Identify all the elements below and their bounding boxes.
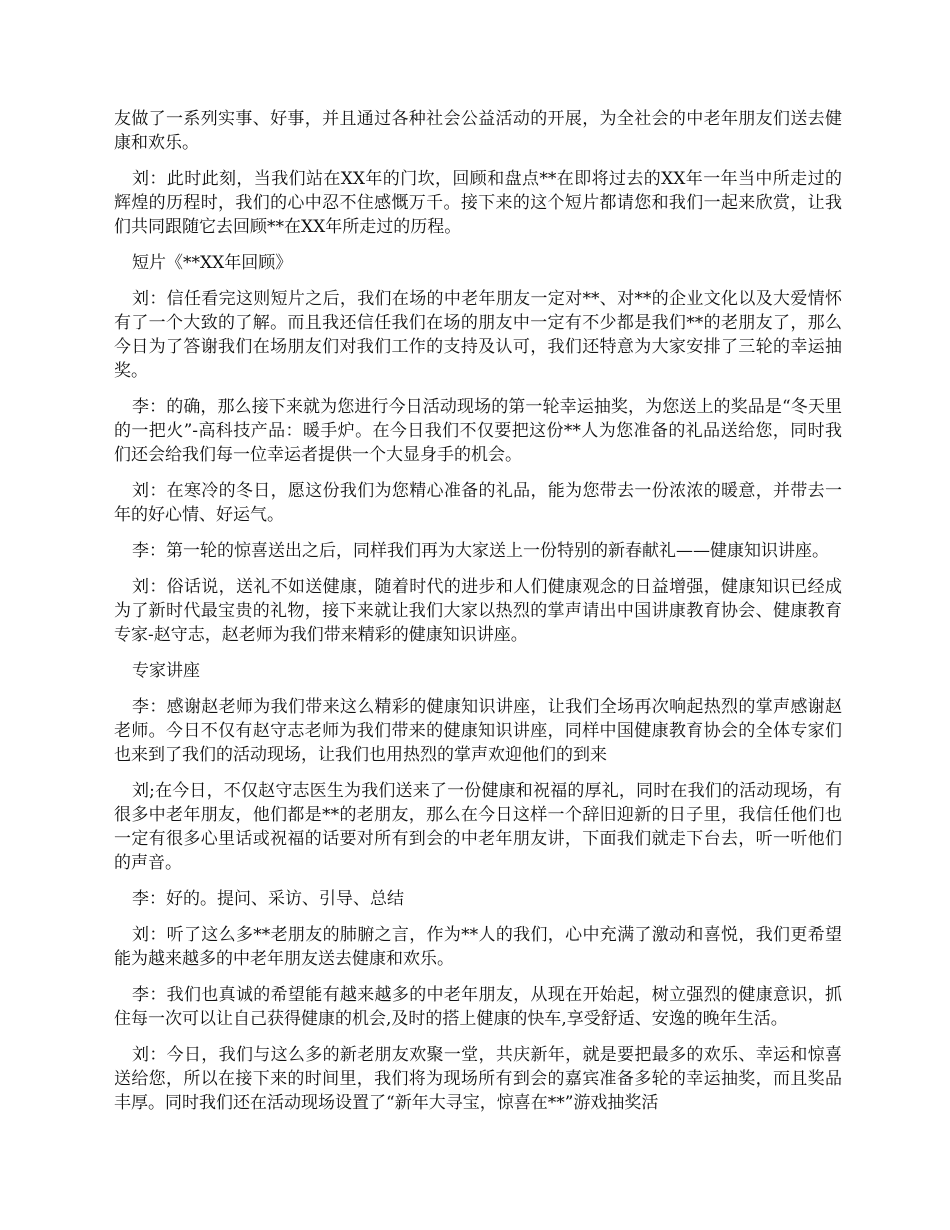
paragraph: 李：我们也真诚的希望能有越来越多的中老年朋友，从现在开始起，树立强烈的健康意识，抓住每一次可以让自己获得健康的机会,及时的搭上健康的快车,享受舒适、安逸的晚年生活。	[114, 985, 842, 1029]
section-heading: 专家讲座	[132, 661, 200, 681]
paragraph: 李：好的。提问、采访、引导、总结	[132, 889, 404, 909]
paragraph: 刘：听了这么多**老朋友的肺腑之言，作为**人的我们，心中充满了激动和喜悦，我们更希望能为越来越多的中老年朋友送去健康和欢乐。	[114, 925, 842, 969]
paragraph: 李：第一轮的惊喜送出之后，同样我们再为大家送上一份特别的新春献礼——健康知识讲座。	[132, 541, 829, 561]
paragraph: 刘：俗话说，送礼不如送健康，随着时代的进步和人们健康观念的日益增强，健康知识已经成为了新时代最宝贵的礼物，接下来就让我们大家以热烈的掌声请出中国讲康教育协会、健康教育专家-赵守志，赵老师为我们带来精彩的健康知识讲座。	[114, 577, 842, 645]
paragraph: 刘：今日，我们与这么多的新老朋友欢聚一堂，共庆新年，就是要把最多的欢乐、幸运和惊喜送给您，所以在接下来的时间里，我们将为现场所有到会的嘉宾准备多轮的幸运抽奖，而且奖品丰厚。同时我们还在活动现场设置了“新年大寻宝，惊喜在**”游戏抽奖活	[114, 1045, 842, 1113]
paragraph: 李：感谢赵老师为我们带来这么精彩的健康知识讲座，让我们全场再次响起热烈的掌声感谢赵老师。今日不仅有赵守志老师为我们带来的健康知识讲座，同样中国健康教育协会的全体专家们也来到了我们的活动现场，让我们也用热烈的掌声欢迎他们的到来	[114, 697, 842, 765]
paragraph: 刘：信任看完这则短片之后，我们在场的中老年朋友一定对**、对**的企业文化以及大爱情怀有了一个大致的了解。而且我还信任我们在场的朋友中一定有不少都是我们**的老朋友了，那么今日为了答谢我们在场朋友们对我们工作的支持及认可，我们还特意为大家安排了三轮的幸运抽奖。	[114, 289, 842, 381]
paragraph: 友做了一系列实事、好事，并且通过各种社会公益活动的开展，为全社会的中老年朋友们送去健康和欢乐。	[114, 109, 842, 153]
paragraph: 刘：在寒冷的冬日，愿这份我们为您精心准备的礼品，能为您带去一份浓浓的暖意，并带去一年的好心情、好运气。	[114, 481, 842, 525]
document-page	[114, 107, 842, 1127]
paragraph: 刘;在今日，不仅赵守志医生为我们送来了一份健康和祝福的厚礼，同时在我们的活动现场，有很多中老年朋友，他们都是**的老朋友，那么在今日这样一个辞旧迎新的日子里，我信任他们也一定有很多心里话或祝福的话要对所有到会的中老年朋友讲，下面我们就走下台去，听一听他们的声音。	[114, 781, 842, 873]
section-heading: 短片《**XX年回顾》	[132, 253, 293, 273]
paragraph: 刘：此时此刻，当我们站在XX年的门坎，回顾和盘点**在即将过去的XX年一年当中所走过的辉煌的历程时，我们的心中忍不住感慨万千。接下来的这个短片都请您和我们一起来欣赏，让我们共同跟随它去回顾**在XX年所走过的历程。	[114, 169, 842, 237]
paragraph: 李：的确，那么接下来就为您进行今日活动现场的第一轮幸运抽奖，为您送上的奖品是“冬天里的一把火”-高科技产品：暖手炉。在今日我们不仅要把这份**人为您准备的礼品送给您，同时我们还会给我们每一位幸运者提供一个大显身手的机会。	[114, 397, 842, 465]
